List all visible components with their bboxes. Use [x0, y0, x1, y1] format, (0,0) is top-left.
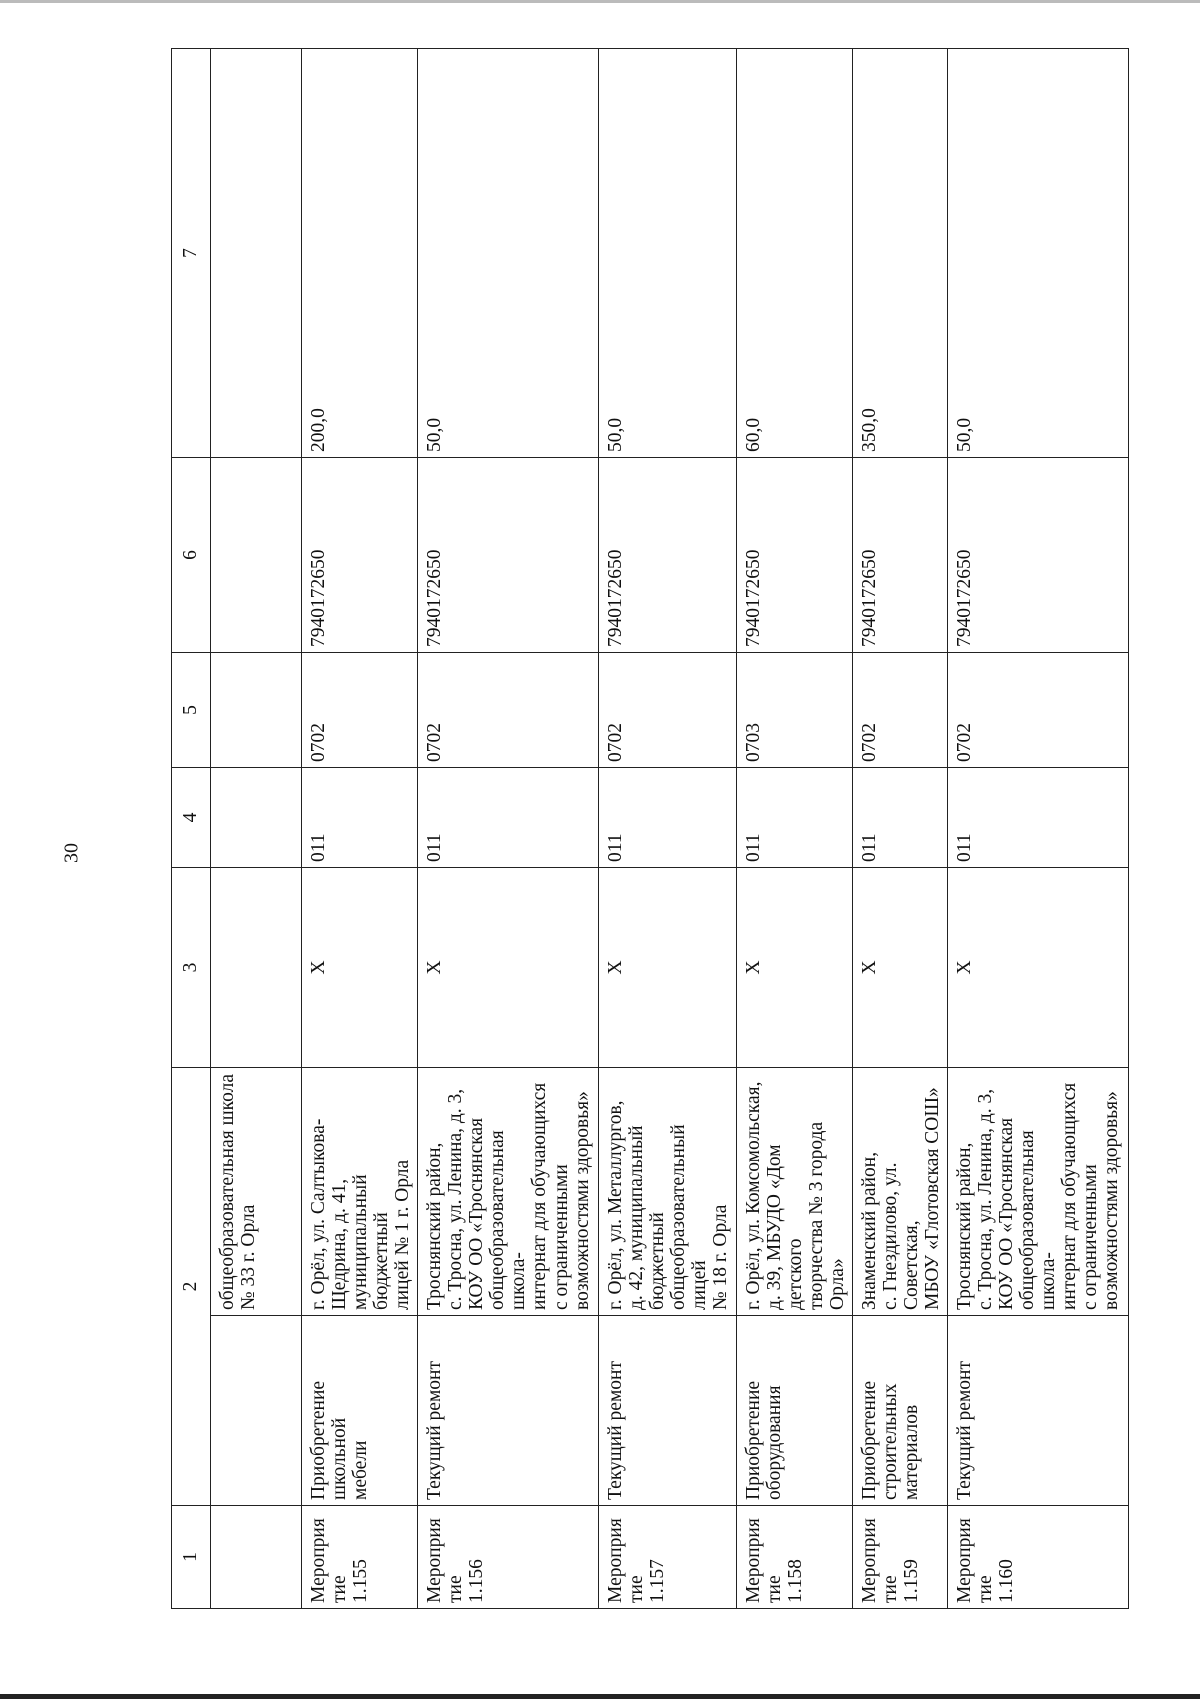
- cell-event-type: Текущий ремонт: [418, 1316, 599, 1506]
- cell-col4: 011: [599, 768, 736, 868]
- cell-event-id: Мероприятие 1.155: [302, 1506, 418, 1609]
- header-cell-2: 2: [172, 1068, 211, 1506]
- cell-event-type: Приобретение школьной мебели: [302, 1316, 418, 1506]
- table-row: [736, 49, 852, 1609]
- cell-col7: 50,0: [599, 49, 736, 458]
- cell-col3: Х: [302, 868, 418, 1068]
- cell-col3: Х: [418, 868, 599, 1068]
- header-cell-4: 4: [172, 768, 211, 868]
- cell-event-id: [211, 1506, 302, 1609]
- scan-edge-top: [0, 0, 1200, 3]
- cell-col4: 011: [418, 768, 599, 868]
- cell-col7: 350,0: [852, 49, 947, 458]
- header-cell-6: 6: [172, 458, 211, 653]
- cell-col6: [211, 458, 302, 653]
- cell-col4: 011: [736, 768, 852, 868]
- cell-col7: [211, 49, 302, 458]
- cell-event-id: Мероприятие 1.157: [599, 1506, 736, 1609]
- cell-col6: 7940172650: [736, 458, 852, 653]
- cell-col3: Х: [736, 868, 852, 1068]
- cell-col6: 7940172650: [418, 458, 599, 653]
- table-row: [852, 49, 947, 1609]
- cell-event-type: Приобретение оборудования: [736, 1316, 852, 1506]
- cell-col6: 7940172650: [599, 458, 736, 653]
- cell-col7: 200,0: [302, 49, 418, 458]
- cell-col4: 011: [947, 768, 1128, 868]
- header-cell-1: 1: [172, 1506, 211, 1609]
- table-row: [947, 49, 1128, 1609]
- cell-col3: [211, 868, 302, 1068]
- cell-col3: Х: [852, 868, 947, 1068]
- cell-col6: 7940172650: [947, 458, 1128, 653]
- cell-address: г. Орёл, ул. Металлургов, д. 42, муниципальный бюджетный общеобразовательный лицей № 18 г. Орла: [599, 1068, 736, 1316]
- cell-col4: 011: [852, 768, 947, 868]
- header-row: [172, 49, 211, 1609]
- cell-event-type: [211, 1316, 302, 1506]
- cell-col5: 0702: [852, 653, 947, 768]
- cell-event-type: Текущий ремонт: [947, 1316, 1128, 1506]
- cell-address: Троснянский район, с. Тросна, ул. Ленина, д. 3, КОУ ОО «Троснянская общеобразовательная школа- интернат для обучающихся с ограниченными возможностями здоровья»: [947, 1068, 1128, 1316]
- cell-col5: 0702: [418, 653, 599, 768]
- rotated-table-container: [171, 49, 1123, 1609]
- table-row: [418, 49, 599, 1609]
- cell-col7: 50,0: [418, 49, 599, 458]
- cell-event-id: Мероприятие 1.160: [947, 1506, 1128, 1609]
- cell-address: г. Орёл, ул. Салтыкова- Щедрина, д. 41, муниципальный бюджетный лицей № 1 г. Орла: [302, 1068, 418, 1316]
- header-cell-3: 3: [172, 868, 211, 1068]
- scan-edge-bottom: [0, 1694, 1200, 1699]
- cell-col3: Х: [947, 868, 1128, 1068]
- cell-col5: 0702: [947, 653, 1128, 768]
- cell-col6: 7940172650: [852, 458, 947, 653]
- cell-event-id: Мероприятие 1.158: [736, 1506, 852, 1609]
- table-row: [302, 49, 418, 1609]
- cell-event-type: Текущий ремонт: [599, 1316, 736, 1506]
- cell-col7: 50,0: [947, 49, 1128, 458]
- cell-col7: 60,0: [736, 49, 852, 458]
- cell-event-id: Мероприятие 1.159: [852, 1506, 947, 1609]
- cell-event-type: Приобретение строительных материалов: [852, 1316, 947, 1506]
- data-table: [171, 48, 1129, 1609]
- header-cell-5: 5: [172, 653, 211, 768]
- cell-col6: 7940172650: [302, 458, 418, 653]
- cell-col4: [211, 768, 302, 868]
- cell-col5: 0702: [302, 653, 418, 768]
- cell-address: г. Орёл, ул. Комсомольская, д. 39, МБУДО «Дом детского творчества № 3 города Орла»: [736, 1068, 852, 1316]
- table-row: [211, 49, 302, 1609]
- header-cell-7: 7: [172, 49, 211, 458]
- cell-col5: 0703: [736, 653, 852, 768]
- cell-address: общеобразовательная школа № 33 г. Орла: [211, 1068, 302, 1316]
- cell-address: Знаменский район, с. Гнездилово, ул. Советская, МБОУ «Глотовская СОШ»: [852, 1068, 947, 1316]
- cell-col4: 011: [302, 768, 418, 868]
- page-number: 30: [60, 843, 83, 863]
- table-row: [599, 49, 736, 1609]
- cell-col3: Х: [599, 868, 736, 1068]
- cell-col5: 0702: [599, 653, 736, 768]
- cell-col5: [211, 653, 302, 768]
- cell-address: Троснянский район, с. Тросна, ул. Ленина, д. 3, КОУ ОО «Троснянская общеобразовательная школа- интернат для обучающихся с ограниченными возможностями здоровья»: [418, 1068, 599, 1316]
- cell-event-id: Мероприятие 1.156: [418, 1506, 599, 1609]
